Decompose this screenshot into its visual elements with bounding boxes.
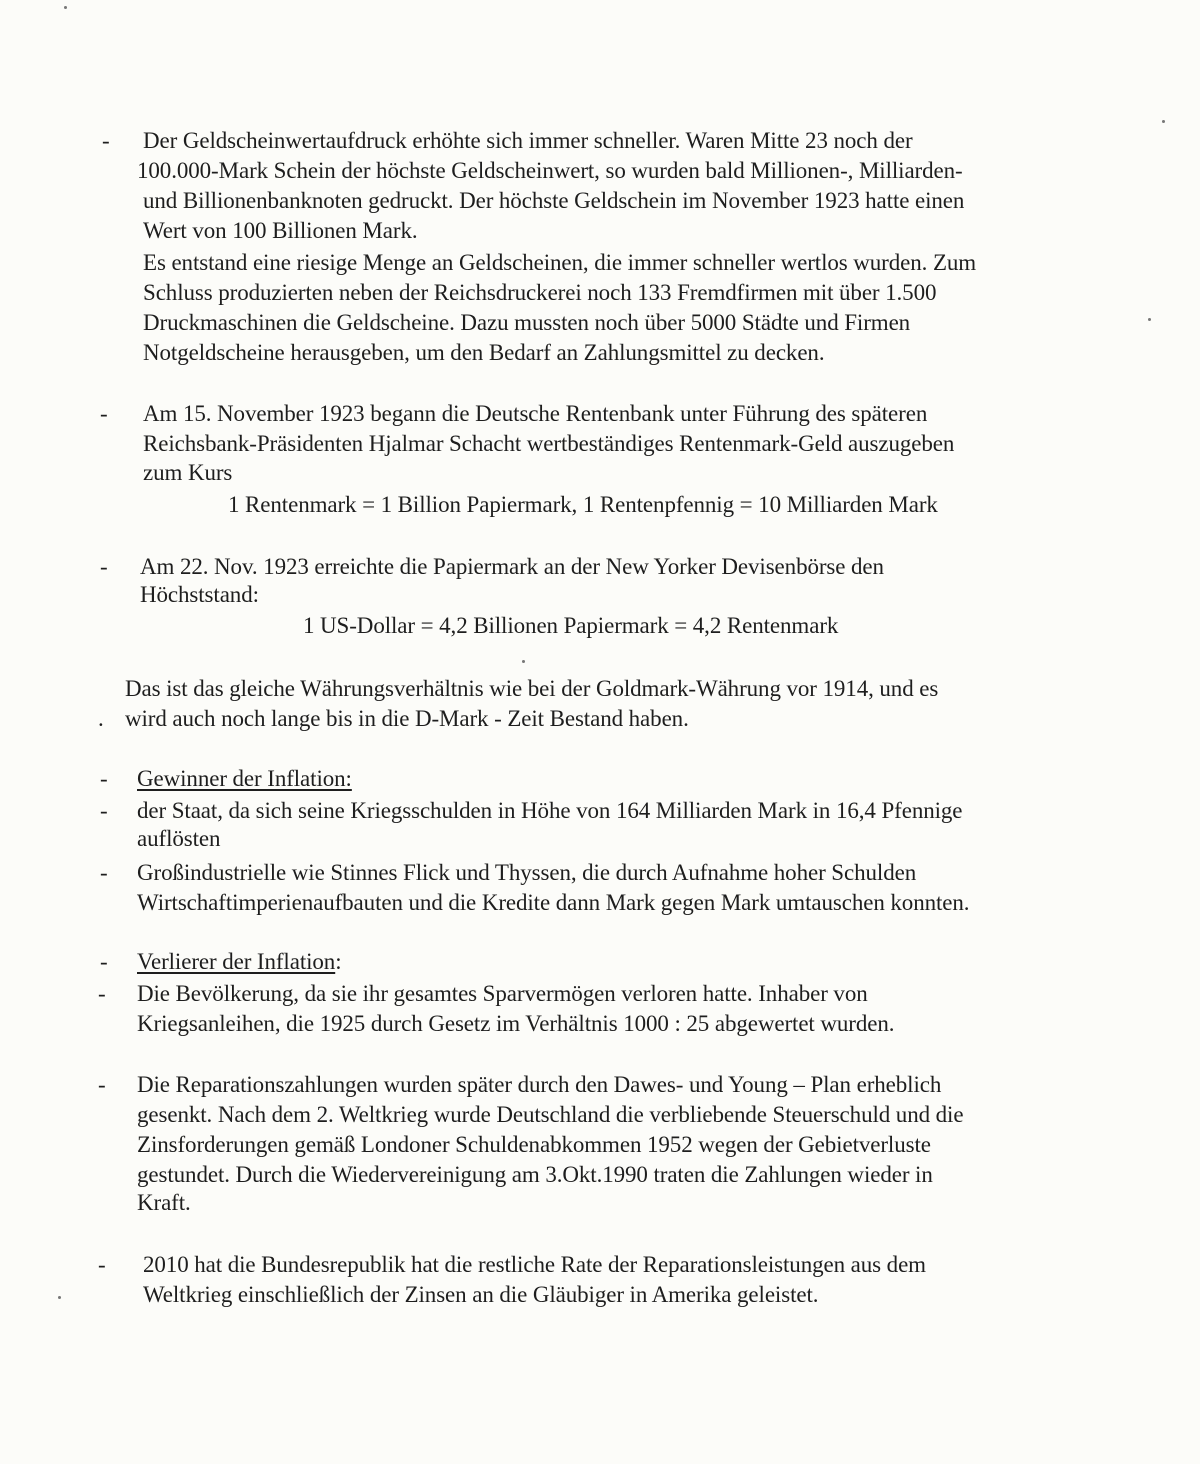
list-bullet: - [100,949,108,974]
text-line: der Staat, da sich seine Kriegsschulden in Höhe von 164 Milliarden Mark in 16,4 Pfennige [137,798,963,823]
text-line: Kriegsanleihen, die 1925 durch Gesetz im Verhältnis 1000 : 25 abgewertet wurden. [137,1011,895,1036]
text-line: Die Reparationszahlungen wurden später durch den Dawes- und Young – Plan erheblich [137,1072,942,1097]
heading-colon: : [335,949,342,974]
list-bullet: - [98,1072,106,1097]
list-bullet: - [100,860,108,885]
text-line: wird auch noch lange bis in die D-Mark - Zeit Bestand haben. [125,706,689,731]
text-line: Der Geldscheinwertaufdruck erhöhte sich immer schneller. Waren Mitte 23 noch der [143,128,913,153]
text-line: 2010 hat die Bundesrepublik hat die restliche Rate der Reparationsleistungen aus dem [143,1252,926,1277]
text-line: Schluss produzierten neben der Reichsdruckerei noch 133 Fremdfirmen mit über 1.500 [143,280,937,305]
text-line: gestundet. Durch die Wiedervereinigung am 3.Okt.1990 traten die Zahlungen wieder in [137,1162,933,1187]
list-bullet: - [98,981,106,1006]
list-bullet: - [100,766,108,791]
text-line: Wert von 100 Billionen Mark. [143,218,418,243]
text-line: Das ist das gleiche Währungsverhältnis wie bei der Goldmark-Währung vor 1914, und es [125,676,939,701]
text-line: Höchststand: [140,582,259,607]
section-heading-gewinner: Gewinner der Inflation: [137,766,352,791]
text-line: Am 22. Nov. 1923 erreichte die Papiermark an der New Yorker Devisenbörse den [140,554,884,579]
text-line: Es entstand eine riesige Menge an Geldscheinen, die immer schneller wertlos wurden. Zum [143,250,977,275]
section-heading-verlierer-text: Verlierer der Inflation [137,949,336,974]
text-line: Druckmaschinen die Geldscheine. Dazu mussten noch über 5000 Städte und Firmen [143,310,911,335]
list-bullet: - [100,554,108,579]
text-line: und Billionenbanknoten gedruckt. Der höchste Geldschein im November 1923 hatte einen [143,188,965,213]
list-bullet: - [98,1252,106,1277]
list-bullet: - [100,798,108,823]
formula-line: 1 US-Dollar = 4,2 Billionen Papiermark = 4,2 Rentenmark [303,613,839,638]
list-bullet: - [100,401,108,426]
text-line: Die Bevölkerung, da sie ihr gesamtes Sparvermögen verloren hatte. Inhaber von [137,981,868,1006]
scan-speck [522,660,525,663]
text-line: Kraft. [137,1190,191,1215]
text-line: Reichsbank-Präsidenten Hjalmar Schacht wertbeständiges Rentenmark-Geld auszugeben [143,431,955,456]
text-line: Zinsforderungen gemäß Londoner Schuldenabkommen 1952 wegen der Gebietverluste [137,1132,931,1157]
list-bullet: - [102,128,110,153]
scan-speck [58,1296,61,1299]
scan-speck [64,6,67,9]
text-line: Großindustrielle wie Stinnes Flick und Thyssen, die durch Aufnahme hoher Schulden [137,860,917,885]
list-dot: . [98,706,104,731]
text-line: Wirtschaftimperienaufbauten und die Kredite dann Mark gegen Mark umtauschen konnten. [137,890,970,915]
scan-speck [1148,318,1151,321]
text-line: gesenkt. Nach dem 2. Weltkrieg wurde Deutschland die verbliebende Steuerschuld und die [137,1102,964,1127]
text-line: zum Kurs [143,460,233,485]
text-line: Weltkrieg einschließlich der Zinsen an die Gläubiger in Amerika geleistet. [143,1282,819,1307]
text-line: auflösten [137,826,221,851]
section-heading-verlierer [137,947,342,977]
scan-speck [1162,120,1165,123]
formula-line: 1 Rentenmark = 1 Billion Papiermark, 1 Rentenpfennig = 10 Milliarden Mark [228,492,938,517]
text-line: Notgeldscheine herausgeben, um den Bedarf an Zahlungsmittel zu decken. [143,340,825,365]
text-line: Am 15. November 1923 begann die Deutsche Rentenbank unter Führung des späteren [143,401,928,426]
text-line: 100.000-Mark Schein der höchste Geldscheinwert, so wurden bald Millionen-, Milliarden- [137,158,963,183]
